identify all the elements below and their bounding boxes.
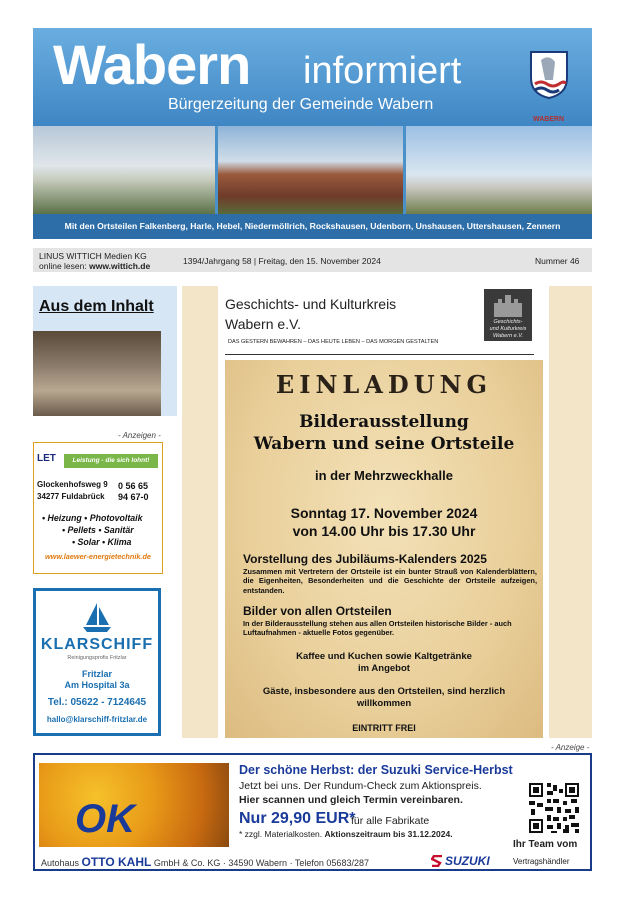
ortsteile-band: Mit den Ortsteilen Falkenberg, Harle, Hebel, Niedermöllrich, Rockshausen, Udenborn, Unshausen, Uttershausen, Zennern xyxy=(33,214,592,239)
ads-label: - Anzeigen - xyxy=(118,431,161,440)
online-label: online lesen: xyxy=(39,261,87,271)
online-url[interactable]: www.wittich.de xyxy=(89,261,151,271)
laewer-street: Glockenhofsweg 9 xyxy=(37,480,108,489)
newspaper-title: Wabern xyxy=(53,33,251,96)
footer-company: OTTO KAHL xyxy=(81,855,152,869)
poster-time: von 14.00 Uhr bis 17.30 Uhr xyxy=(292,523,476,539)
klarschiff-brand: KLARSCHIFF xyxy=(40,636,154,653)
newspaper-title-suffix: informiert xyxy=(303,50,462,92)
article-margin-right xyxy=(549,286,592,738)
suzuki-dealer-footer xyxy=(41,855,369,869)
castle-tower-icon xyxy=(492,293,524,317)
ad-laewer[interactable] xyxy=(33,442,163,574)
poster-heading: EINLADUNG xyxy=(275,370,493,399)
org-name-line2: Wabern e.V. xyxy=(225,316,302,332)
issue-info-bar xyxy=(33,248,592,272)
online-read xyxy=(39,261,150,271)
org-logo xyxy=(484,289,532,341)
poster-title: Bilderausstellung xyxy=(299,412,469,432)
masthead xyxy=(33,28,592,239)
footer-prefix: Autohaus xyxy=(41,858,80,868)
laewer-slogan: Leistung - die sich lohnt! xyxy=(64,454,158,468)
article-margin-left xyxy=(182,286,218,738)
klarschiff-phone[interactable]: Tel.: 05622 - 7124645 xyxy=(47,697,147,708)
suzuki-headline: Der schöne Herbst: der Suzuki Service-Herbst xyxy=(239,763,513,777)
klarschiff-street: Am Hospital 3a xyxy=(64,680,130,690)
org-logo-text: Geschichts- xyxy=(493,319,523,325)
laewer-logo: LET xyxy=(37,453,56,464)
suzuki-brand: SUZUKI xyxy=(445,854,490,868)
klarschiff-city: Fritzlar xyxy=(81,669,112,679)
laewer-service: • Pellets • Sanitär xyxy=(62,525,134,535)
laewer-website[interactable]: www.laewer-energietechnik.de xyxy=(45,552,151,561)
suzuki-team: Ihr Team vom xyxy=(513,839,578,850)
org-logo-text: Wabern e.V. xyxy=(492,333,524,339)
laewer-city: 34277 Fuldabrück xyxy=(37,492,105,501)
footer-address: GmbH & Co. KG · 34590 Wabern · Telefon 05683/287 xyxy=(153,858,369,868)
coat-of-arms-icon xyxy=(529,50,569,100)
poster-paragraph: In der Bilderausstellung stehen aus allen Ortsteilen historische Bilder - auch Luftaufnahmen - aktuelle Fotos gegenüber. xyxy=(243,619,512,638)
suzuki-text: Hier scannen und gleich Termin vereinbaren. xyxy=(239,794,463,806)
issue-number: Nummer 46 xyxy=(535,256,580,266)
poster-date: Sonntag 17. November 2024 xyxy=(290,505,478,521)
ok-logo: OK xyxy=(75,797,135,841)
laewer-phone-prefix: 0 56 65 xyxy=(118,481,149,491)
qr-code-icon[interactable] xyxy=(527,781,581,835)
contents-box xyxy=(33,286,177,416)
poster-title: Wabern und seine Ortsteile xyxy=(253,434,515,454)
suzuki-dealer-label: Vertragshändler xyxy=(513,857,570,866)
klarschiff-card xyxy=(36,591,158,733)
ad-klarschiff[interactable] xyxy=(33,588,161,736)
ad-suzuki[interactable] xyxy=(33,753,592,871)
publisher: LINUS WITTICH Medien KG xyxy=(39,251,147,261)
laewer-phone-number: 94 67-0 xyxy=(118,492,149,502)
poster-paragraph: Zusammen mit Vertretern der Ortsteile ist ein bunter Strauß von Kalenderblättern, die Eigenheiten, Besonderheiten und die Geschichte der Ortsteile aufzeigen, entstanden. xyxy=(243,567,537,595)
invitation-poster xyxy=(225,360,543,738)
suzuki-footnote xyxy=(239,829,453,839)
photo-castle xyxy=(33,126,215,214)
laewer-service: • Heizung • Photovoltaik xyxy=(42,513,143,523)
org-name-line1: Geschichts- und Kulturkreis xyxy=(225,296,397,312)
suzuki-price: Nur 29,90 EUR* xyxy=(239,810,356,827)
suzuki-note-period: Aktionszeitraum bis 31.12.2024. xyxy=(324,829,453,839)
newspaper-tagline: Bürgerzeitung der Gemeinde Wabern xyxy=(168,96,434,113)
contents-title: Aus dem Inhalt xyxy=(39,298,154,315)
suzuki-price-tail: für alle Fabrikate xyxy=(351,815,430,827)
klarschiff-description: Reinigungsprofis Fritzlar xyxy=(67,655,127,661)
poster-subheading: Vorstellung des Jubiläums-Kalenders 2025 xyxy=(243,552,487,566)
photo-factory xyxy=(406,126,592,214)
poster-subheading: Bilder von allen Ortsteilen xyxy=(243,604,392,618)
sailboat-icon xyxy=(80,601,114,635)
poster-location: in der Mehrzweckhalle xyxy=(315,468,453,483)
suzuki-s-icon xyxy=(431,855,443,867)
group-photo xyxy=(33,331,161,416)
divider xyxy=(225,354,534,355)
org-motto: DAS GESTERN BEWAHREN – DAS HEUTE LEBEN – DAS MORGEN GESTALTEN xyxy=(228,339,439,345)
laewer-service: • Solar • Klima xyxy=(72,537,132,547)
masthead-photos xyxy=(33,126,592,214)
klarschiff-email[interactable]: hallo@klarschiff-fritzlar.de xyxy=(46,715,148,724)
poster-refreshments: Kaffee und Kuchen sowie Kaltgetränke xyxy=(296,651,472,662)
poster-admission: EINTRITT FREI xyxy=(352,723,416,733)
photo-brick-building xyxy=(218,126,403,214)
org-logo-text: und Kulturkreis xyxy=(489,326,527,332)
suzuki-text: Jetzt bei uns. Der Rundum-Check zum Aktionspreis. xyxy=(239,780,482,792)
ad-label: - Anzeige - xyxy=(551,743,590,752)
poster-refreshments: im Angebot xyxy=(358,663,410,674)
crest-label: WABERN xyxy=(533,116,565,123)
issue-date: 1394/Jahrgang 58 | Freitag, den 15. November 2024 xyxy=(183,256,381,266)
poster-guests: Gäste, insbesondere aus den Ortsteilen, sind herzlich xyxy=(262,686,506,697)
poster-guests: willkommen xyxy=(356,698,412,709)
suzuki-note: * zzgl. Materialkosten. xyxy=(239,829,323,839)
